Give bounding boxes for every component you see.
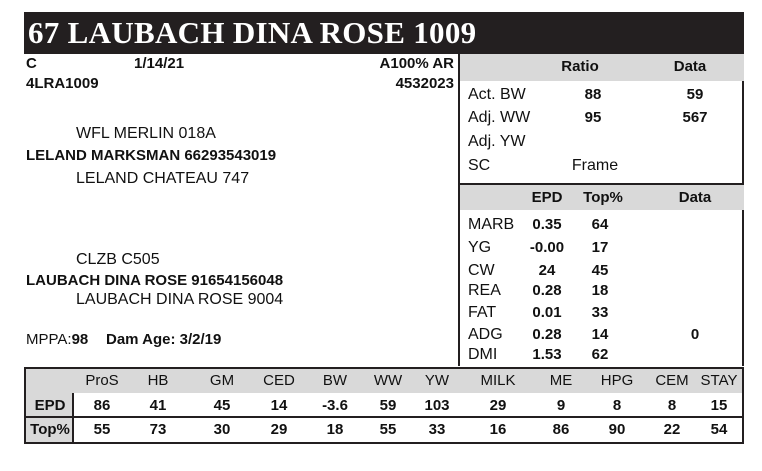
carcass-top: 18 <box>591 282 609 299</box>
divider <box>26 416 742 418</box>
top-value: 22 <box>663 421 681 438</box>
top-value: 73 <box>149 421 167 438</box>
perf-ratio: 88 <box>584 86 602 103</box>
carcass-label: YG <box>468 239 492 256</box>
col-header: BW <box>322 372 348 389</box>
sire-sire: WFL MERLIN 018A <box>76 125 216 142</box>
sire-dam: LELAND CHATEAU 747 <box>76 170 250 187</box>
dam-dam: LAUBACH DINA ROSE 9004 <box>76 291 284 308</box>
epd-value: 8 <box>612 397 622 414</box>
sex: C <box>26 55 37 72</box>
mppa-value: 98 <box>71 331 89 348</box>
col-header: YW <box>424 372 450 389</box>
top-value: 54 <box>710 421 728 438</box>
carcass-top: 33 <box>591 304 609 321</box>
dam-sire: CLZB C505 <box>76 251 160 268</box>
col-header: CEM <box>655 372 689 389</box>
col-header: STAY <box>700 372 738 389</box>
epd-value: 9 <box>556 397 566 414</box>
dam: LAUBACH DINA ROSE 91654156048 <box>26 272 284 289</box>
perf-label: Adj. WW <box>468 109 531 126</box>
epd-value: 14 <box>270 397 288 414</box>
top-value: 90 <box>608 421 626 438</box>
epd-value: 8 <box>667 397 677 414</box>
carcass-top: 14 <box>591 326 609 343</box>
epd-value: -3.6 <box>322 397 348 414</box>
carcass-label: DMI <box>468 346 498 363</box>
col-header: HB <box>147 372 169 389</box>
col-epd: EPD <box>531 189 563 206</box>
top-value: 33 <box>428 421 446 438</box>
epd-value: 45 <box>213 397 231 414</box>
col-header: ProS <box>85 372 119 389</box>
perf-ratio: 95 <box>584 109 602 126</box>
epd-value: 29 <box>489 397 507 414</box>
epd-value: 15 <box>710 397 728 414</box>
top-value: 18 <box>326 421 344 438</box>
carcass-label: ADG <box>468 326 503 343</box>
carcass-epd: 0.28 <box>532 282 562 299</box>
epd-table <box>24 367 744 444</box>
perf-label: SC <box>468 157 491 174</box>
epd-value: 103 <box>424 397 450 414</box>
epd-row-label: EPD <box>34 397 66 414</box>
top-row-label: Top% <box>30 421 70 438</box>
perf-data: 59 <box>686 86 704 103</box>
carcass-label: MARB <box>468 216 515 233</box>
epd-value: 41 <box>149 397 167 414</box>
col-top: Top% <box>583 189 623 206</box>
perf-label: Adj. YW <box>468 133 526 150</box>
carcass-epd: 0.28 <box>532 326 562 343</box>
carcass-label: REA <box>468 282 501 299</box>
perf-label: Act. BW <box>468 86 526 103</box>
carcass-epd: 24 <box>538 262 556 279</box>
col-header: CED <box>263 372 295 389</box>
carcass-top: 45 <box>591 262 609 279</box>
col-data: Data <box>673 58 707 75</box>
mppa-label: MPPA: <box>26 331 72 348</box>
carcass-top: 64 <box>591 216 609 233</box>
sire: LELAND MARKSMAN 66293543019 <box>26 147 277 164</box>
col-header: GM <box>209 372 235 389</box>
animal-card <box>24 12 744 444</box>
top-value: 16 <box>489 421 507 438</box>
carcass-top: 62 <box>591 346 609 363</box>
col-header: ME <box>549 372 573 389</box>
frame-label: Frame <box>571 157 619 174</box>
title-bar <box>24 12 744 54</box>
col-ratio: Ratio <box>561 58 599 75</box>
carcass-data: 0 <box>690 326 700 343</box>
carcass-epd: 0.35 <box>532 216 562 233</box>
carcass-top: 17 <box>591 239 609 256</box>
birth-date: 1/14/21 <box>134 55 185 72</box>
col-header: WW <box>373 372 403 389</box>
dam-age: Dam Age: 3/2/19 <box>106 331 222 348</box>
col-header: MILK <box>480 372 516 389</box>
epd-value: 59 <box>379 397 397 414</box>
tattoo: 4LRA1009 <box>26 75 99 92</box>
carcass-epd: 1.53 <box>532 346 562 363</box>
epd-value: 86 <box>93 397 111 414</box>
top-value: 29 <box>270 421 288 438</box>
breed: A100% AR <box>379 55 454 72</box>
perf-data: 567 <box>682 109 708 126</box>
animal-title: 67 LAUBACH DINA ROSE 1009 <box>28 15 477 50</box>
top-value: 55 <box>379 421 397 438</box>
top-value: 30 <box>213 421 231 438</box>
reg-number: 4532023 <box>395 75 454 92</box>
col-header: HPG <box>600 372 634 389</box>
col-data: Data <box>678 189 712 206</box>
mppa <box>26 332 88 348</box>
carcass-epd: 0.01 <box>532 304 562 321</box>
top-value: 55 <box>93 421 111 438</box>
data-panel <box>458 54 744 366</box>
carcass-label: CW <box>468 262 495 279</box>
carcass-epd: -0.00 <box>529 239 565 256</box>
carcass-label: FAT <box>468 304 497 321</box>
top-value: 86 <box>552 421 570 438</box>
